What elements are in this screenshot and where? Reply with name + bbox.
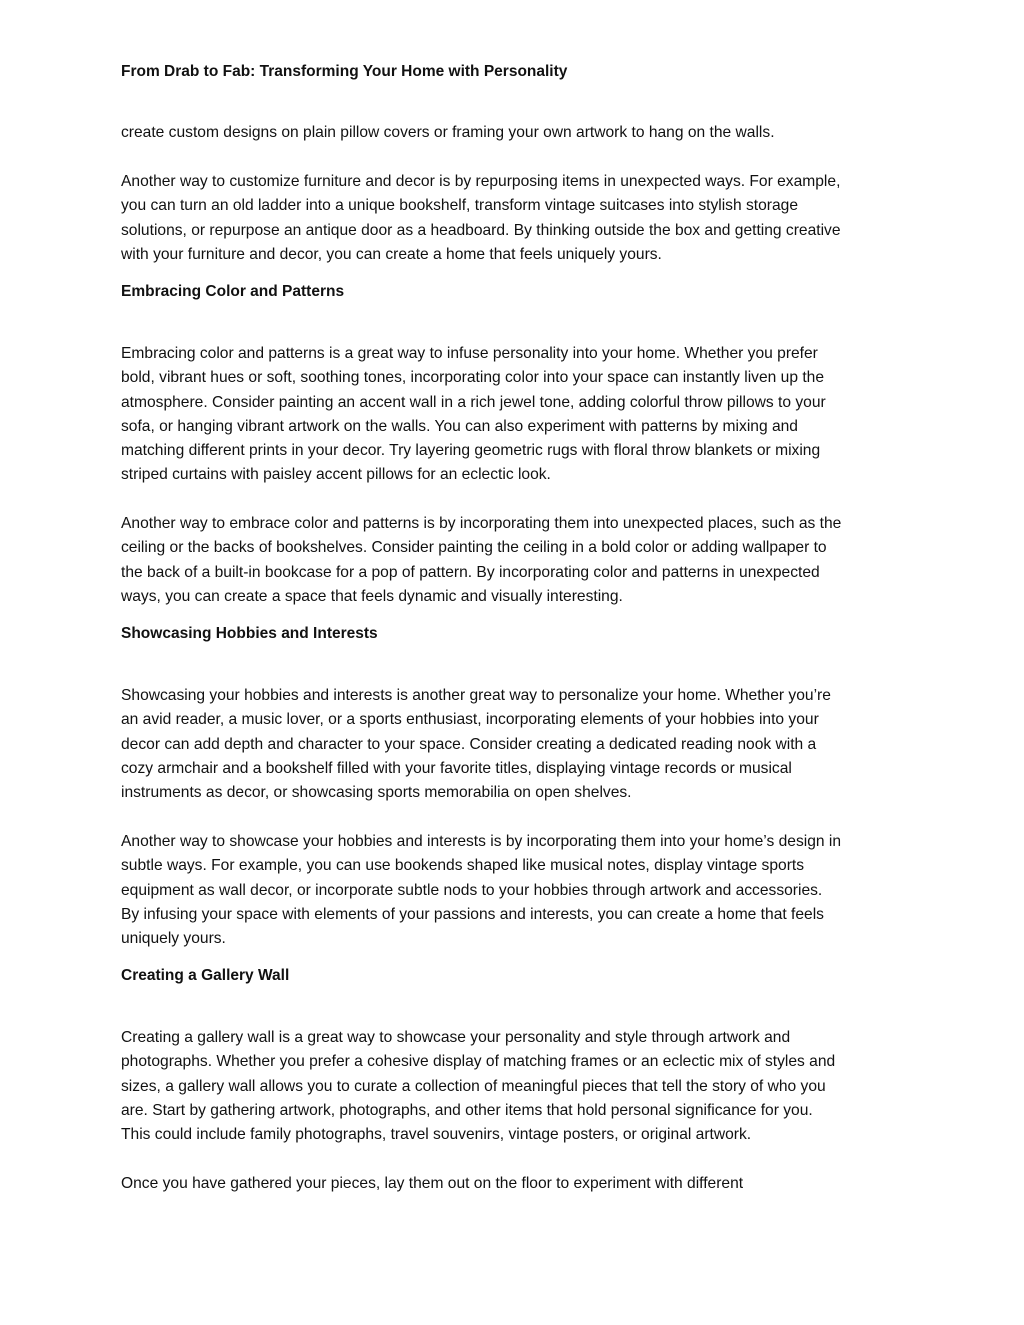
paragraph-hobbies-subtle xyxy=(121,830,911,951)
paragraph-color-patterns xyxy=(121,342,911,488)
section-heading-hobbies: Showcasing Hobbies and Interests xyxy=(121,625,378,642)
text-line: Once you have gathered your pieces, lay them out on the floor to experiment with different xyxy=(121,1175,744,1192)
text-line: with your furniture and decor, you can create a home that feels uniquely yours. xyxy=(121,245,662,263)
text-line: instruments as decor, or showcasing sports memorabilia on open shelves. xyxy=(121,784,632,802)
text-line: Another way to customize furniture and decor is by repurposing items in unexpected ways. For example, xyxy=(121,173,841,190)
text-line: equipment as wall decor, or incorporate subtle nods to your hobbies through artwork and accessories. xyxy=(121,881,823,899)
text-line: matching different prints in your decor. Try layering geometric rugs with floral throw blankets or mixing xyxy=(121,442,821,460)
text-line: ways, you can create a space that feels dynamic and visually interesting. xyxy=(121,587,623,605)
text-line: create custom designs on plain pillow covers or framing your own artwork to hang on the walls. xyxy=(121,124,775,141)
text-line: This could include family photographs, travel souvenirs, vintage posters, or original artwork. xyxy=(121,1126,752,1144)
text-line: striped curtains with paisley accent pillows for an eclectic look. xyxy=(121,466,551,484)
text-line: subtle ways. For example, you can use bookends shaped like musical notes, display vintage sports xyxy=(121,857,805,875)
text-line: solutions, or repurpose an antique door as a headboard. By thinking outside the box and getting creative xyxy=(121,221,841,239)
text-line: Another way to embrace color and patterns is by incorporating them into unexpected places, such as the xyxy=(121,515,842,532)
paragraph-gallery-wall xyxy=(121,1026,911,1147)
text-line: Showcasing your hobbies and interests is another great way to personalize your home. Whether you’re xyxy=(121,687,831,704)
text-line: Embracing color and patterns is a great way to infuse personality into your home. Whether you prefer xyxy=(121,345,818,362)
paragraph-continued-intro xyxy=(121,121,911,145)
text-line: sofa, or hanging vibrant artwork on the walls. You can also experiment with patterns by mixing and xyxy=(121,417,798,435)
text-line: you can turn an old ladder into a unique bookshelf, transform vintage suitcases into stylish storage xyxy=(121,197,798,215)
text-line: sizes, a gallery wall allows you to curate a collection of meaningful pieces that tell the story of who you xyxy=(121,1077,826,1095)
document-title: From Drab to Fab: Transforming Your Home with Personality xyxy=(121,63,568,80)
text-line: photographs. Whether you prefer a cohesive display of matching frames or an eclectic mix of styles and xyxy=(121,1053,836,1071)
text-line: Creating a gallery wall is a great way to showcase your personality and style through artwork and xyxy=(121,1029,791,1046)
text-line: ceiling or the backs of bookshelves. Consider painting the ceiling in a bold color or adding wallpaper to xyxy=(121,539,827,557)
text-line: atmosphere. Consider painting an accent wall in a rich jewel tone, adding colorful throw pillows to your xyxy=(121,393,826,411)
text-line: Another way to showcase your hobbies and interests is by incorporating them into your home’s design in xyxy=(121,833,842,850)
text-line: the back of a built-in bookcase for a pop of pattern. By incorporating color and patterns in unexpected xyxy=(121,563,820,581)
text-line: an avid reader, a music lover, or a sports enthusiast, incorporating elements of your hobbies into your xyxy=(121,711,819,729)
text-line: By infusing your space with elements of your passions and interests, you can create a home that feels xyxy=(121,905,824,923)
paragraph-unexpected-places xyxy=(121,512,911,609)
text-line: cozy armchair and a bookshelf filled with your favorite titles, displaying vintage records or musical xyxy=(121,759,792,777)
section-heading-color-patterns: Embracing Color and Patterns xyxy=(121,283,345,300)
text-line: bold, vibrant hues or soft, soothing tones, incorporating color into your space can instantly liven up the xyxy=(121,369,824,387)
text-line: are. Start by gathering artwork, photographs, and other items that hold personal significance for you. xyxy=(121,1101,813,1119)
paragraph-hobbies xyxy=(121,684,911,805)
paragraph-gallery-layout xyxy=(121,1172,911,1196)
text-line: decor can add depth and character to your space. Consider creating a dedicated reading nook with a xyxy=(121,735,817,753)
text-line: uniquely yours. xyxy=(121,930,226,948)
paragraph-repurposing xyxy=(121,170,911,267)
section-heading-gallery-wall: Creating a Gallery Wall xyxy=(121,967,290,984)
